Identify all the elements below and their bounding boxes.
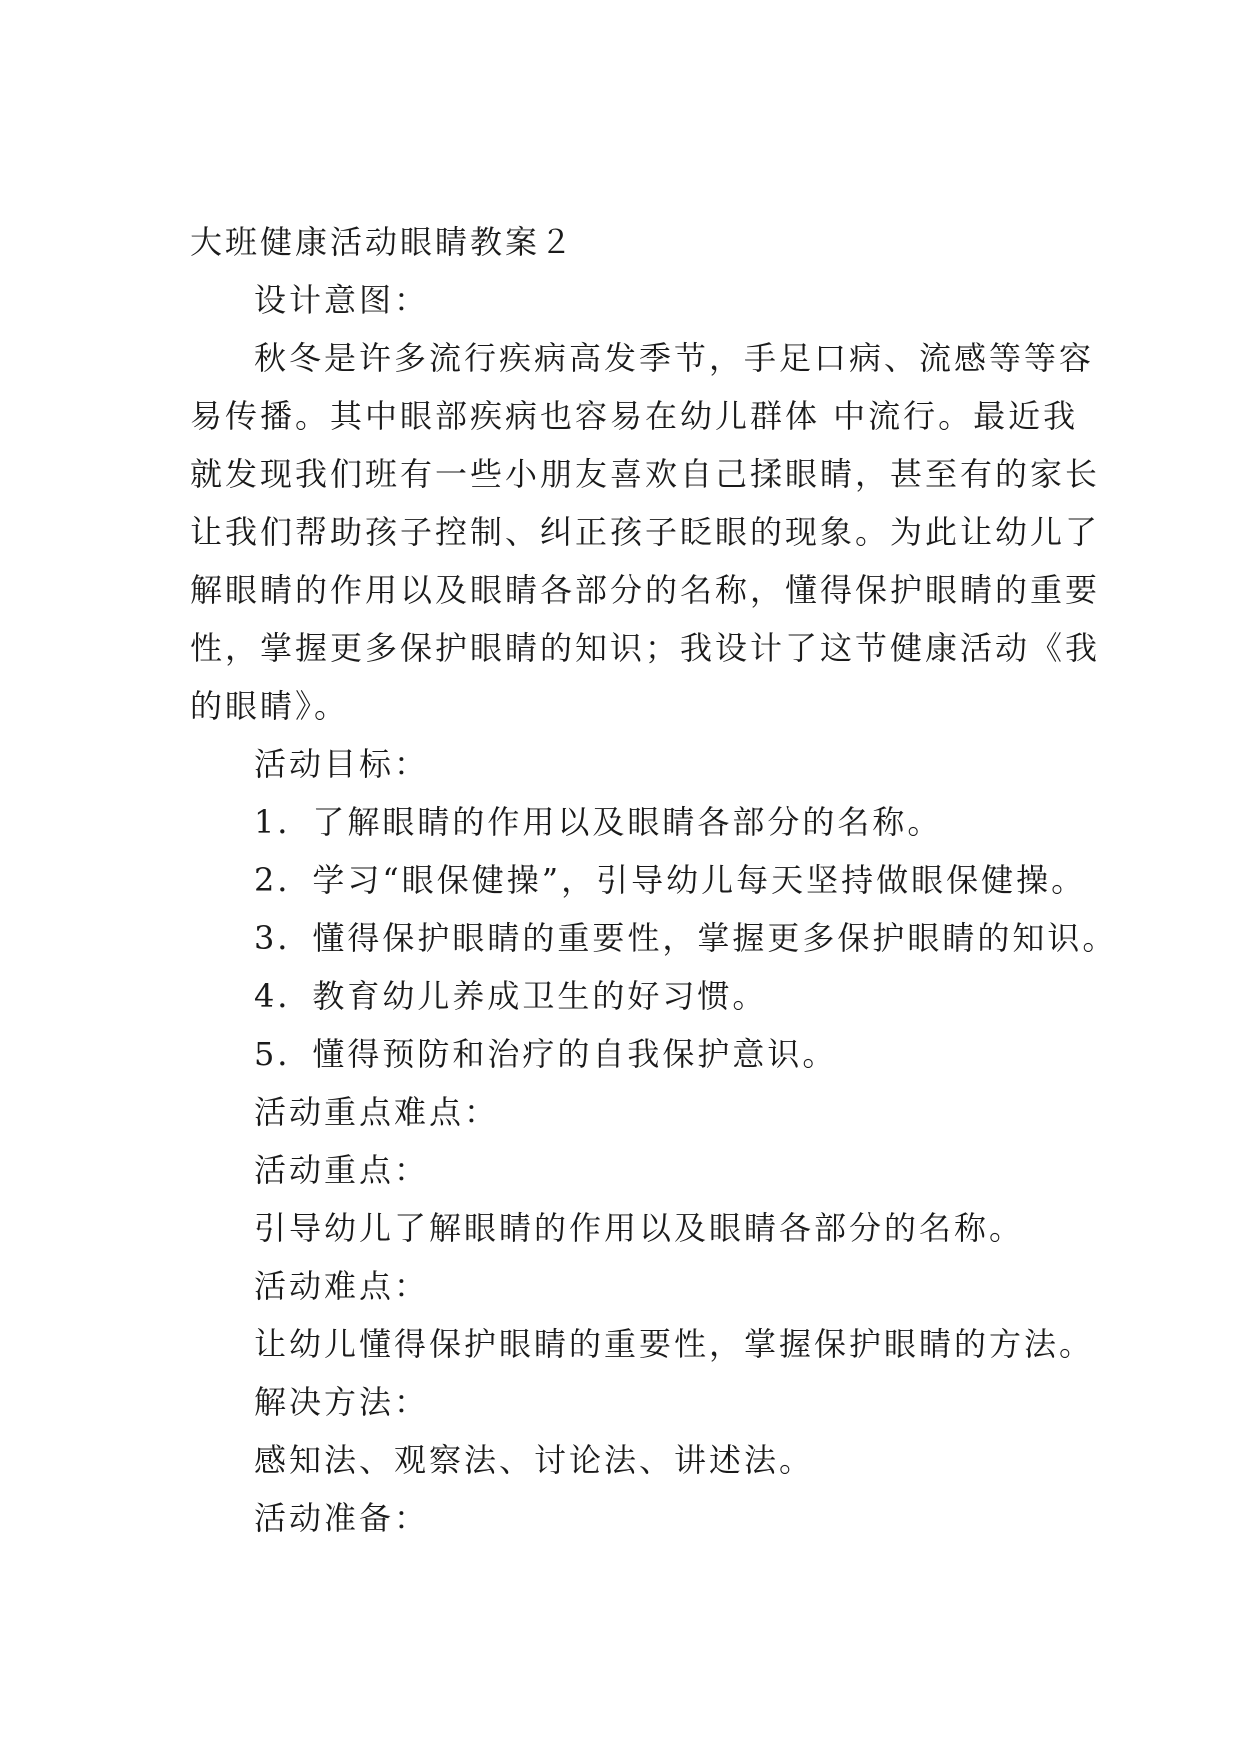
method-heading: 解决方法： <box>254 1383 430 1421</box>
key-difficult-heading: 活动重点难点： <box>254 1093 500 1131</box>
document-title: 大班健康活动眼睛教案２ <box>190 223 576 261</box>
difficult-heading: 活动难点： <box>254 1267 430 1305</box>
goals-heading: 活动目标： <box>254 745 430 783</box>
goal-item: 4．教育幼儿养成卫生的好习惯。 <box>254 977 768 1015</box>
design-paragraph-line: 秋冬是许多流行疾病高发季节，手足口病、流感等等容 <box>254 339 1095 377</box>
design-paragraph-line: 性，掌握更多保护眼睛的知识；我设计了这节健康活动《我 <box>190 629 1101 667</box>
goal-item: 3．懂得保护眼睛的重要性，掌握更多保护眼睛的知识。 <box>254 919 1118 957</box>
design-heading: 设计意图： <box>254 281 430 319</box>
method-text: 感知法、观察法、讨论法、讲述法。 <box>254 1441 815 1479</box>
prep-heading: 活动准备： <box>254 1499 430 1537</box>
design-paragraph-line: 让我们帮助孩子控制、纠正孩子眨眼的现象。为此让幼儿了 <box>190 513 1101 551</box>
goal-item: 5．懂得预防和治疗的自我保护意识。 <box>254 1035 838 1073</box>
difficult-text: 让幼儿懂得保护眼睛的重要性，掌握保护眼睛的方法。 <box>254 1325 1095 1363</box>
goal-item: 1．了解眼睛的作用以及眼睛各部分的名称。 <box>254 803 943 841</box>
key-text: 引导幼儿了解眼睛的作用以及眼睛各部分的名称。 <box>254 1209 1025 1247</box>
design-paragraph-line: 的眼睛》。 <box>190 687 350 725</box>
design-paragraph-line: 就发现我们班有一些小朋友喜欢自己揉眼睛，甚至有的家长 <box>190 455 1101 493</box>
design-paragraph-line: 易传播。其中眼部疾病也容易在幼儿群体 中流行。最近我 <box>190 397 1079 435</box>
key-heading: 活动重点： <box>254 1151 430 1189</box>
design-paragraph-line: 解眼睛的作用以及眼睛各部分的名称，懂得保护眼睛的重要 <box>190 571 1101 609</box>
goal-item: 2．学习“眼保健操”，引导幼儿每天坚持做眼保健操。 <box>254 861 1087 899</box>
